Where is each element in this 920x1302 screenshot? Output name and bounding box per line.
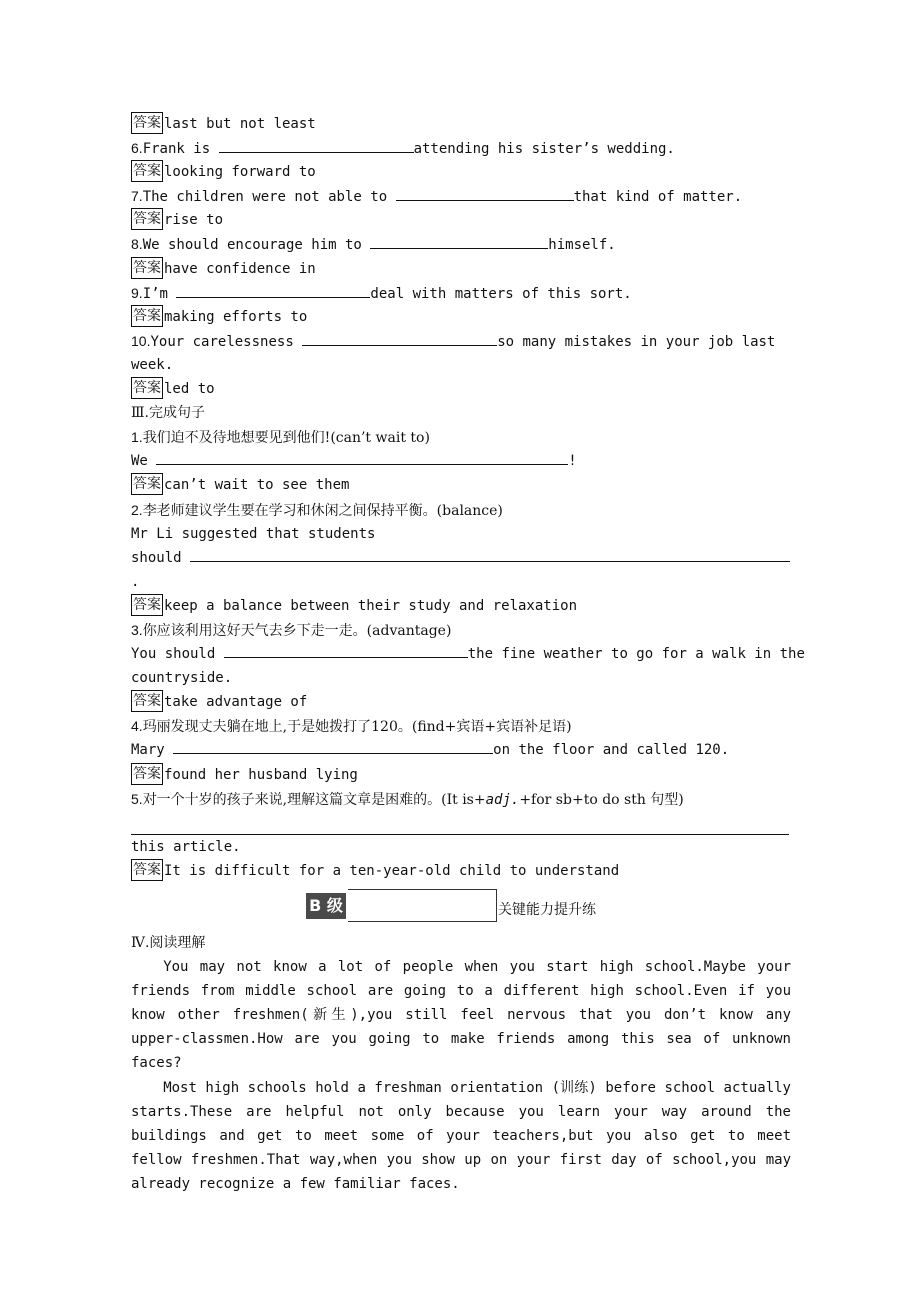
answer-line-s2: 答案 keep a balance between their study and relaxation xyxy=(131,594,791,618)
answer-tag: 答案 xyxy=(131,690,163,712)
answer-tag: 答案 xyxy=(131,473,163,495)
question-7: 7.The children were not able to that kind of matter. xyxy=(131,184,791,208)
reading-paragraph-2: Most high schools hold a freshman orientation (训练) before school actually starts.These are helpful not only because you learn your way around the buildings and get to meet some of your teachers,but you also get to meet fellow freshmen.That way,when you show up on your first day of school,you may already recognize a few familiar faces. xyxy=(131,1079,791,1192)
answer-blank[interactable] xyxy=(396,185,574,201)
sentence-2-line2: should xyxy=(131,546,791,570)
sentence-4-line: Mary on the floor and called 120. xyxy=(131,738,791,762)
banner-title: 关键能力提升练 xyxy=(498,902,596,918)
answer-line-7: 答案 rise to xyxy=(131,208,791,232)
answer-blank[interactable] xyxy=(173,738,493,754)
answer-tag: 答案 xyxy=(131,859,163,881)
answer-blank[interactable] xyxy=(370,233,548,249)
sentence-3-prompt: 3.你应该利用这好天气去乡下走一走。(advantage) xyxy=(131,621,452,639)
answer-line-9: 答案 making efforts to xyxy=(131,305,791,329)
answer-line-10: 答案 led to xyxy=(131,377,791,401)
sentence-1-prompt: 1.我们迫不及待地想要见到他们!(can’t wait to) xyxy=(131,429,430,447)
answer-line-s4: 答案 found her husband lying xyxy=(131,763,791,787)
level-badge: B 级 xyxy=(306,893,346,919)
sentence-1-line: We ! xyxy=(131,449,791,473)
sentence-3-cont: countryside. xyxy=(131,670,233,687)
section-3-title: Ⅲ.完成句子 xyxy=(131,405,205,422)
sentence-2-line1: Mr Li suggested that students xyxy=(131,525,376,542)
answer-blank-full[interactable] xyxy=(131,817,789,835)
sentence-2-end: . xyxy=(131,573,140,590)
answer-tag: 答案 xyxy=(131,305,163,327)
sentence-4-prompt: 4.玛丽发现丈夫躺在地上,于是她拨打了120。(find+宾语+宾语补足语) xyxy=(131,718,572,736)
question-10: 10.Your carelessness so many mistakes in your job last xyxy=(131,329,791,353)
answer-blank[interactable] xyxy=(190,546,790,562)
sentence-5-prompt: 5.对一个十岁的孩子来说,理解这篇文章是困难的。(It is+adj.+for sb+to do sth 句型) xyxy=(131,790,684,808)
answer-line-6: 答案 looking forward to xyxy=(131,160,791,184)
sentence-3-line: You should the fine weather to go for a walk in the xyxy=(131,642,791,666)
section-4-title: Ⅳ.阅读理解 xyxy=(131,935,206,951)
answer-blank[interactable] xyxy=(302,330,497,346)
answer-tag: 答案 xyxy=(131,208,163,230)
answer-tag: 答案 xyxy=(131,377,163,399)
answer-line-s3: 答案 take advantage of xyxy=(131,690,791,714)
answer-blank[interactable] xyxy=(219,137,414,153)
answer-line-s5: 答案 It is difficult for a ten-year-old child to understand xyxy=(131,859,791,883)
answer-blank[interactable] xyxy=(176,282,370,298)
worksheet-page xyxy=(131,112,805,883)
answer-blank[interactable] xyxy=(224,642,468,658)
question-9: 9.I’m deal with matters of this sort. xyxy=(131,281,791,305)
answer-line-5: 答案 last but not least xyxy=(131,112,791,136)
answer-tag: 答案 xyxy=(131,160,163,182)
question-10-cont: week. xyxy=(131,356,174,373)
reading-paragraph-1: You may not know a lot of people when you start high school.Maybe your friends from middle school are going to a different high school.Even if you know other freshmen(新生),you still feel nervous that you don’t know any upper-classmen.How are you going to make friends among this sea of unknown faces? xyxy=(131,959,791,1072)
banner-box xyxy=(348,889,497,922)
answer-line-8: 答案 have confidence in xyxy=(131,257,791,281)
reading-section xyxy=(131,931,791,1196)
sentence-5-cont: this article. xyxy=(131,838,241,855)
answer-blank[interactable] xyxy=(156,449,568,465)
answer-tag: 答案 xyxy=(131,112,163,134)
question-6: 6.Frank is attending his sister’s wedding. xyxy=(131,136,791,160)
answer-tag: 答案 xyxy=(131,763,163,785)
sentence-2-prompt: 2.李老师建议学生要在学习和休闲之间保持平衡。(balance) xyxy=(131,501,503,519)
question-8: 8.We should encourage him to himself. xyxy=(131,232,791,256)
answer-line-s1: 答案 can’t wait to see them xyxy=(131,473,791,497)
answer-tag: 答案 xyxy=(131,257,163,279)
answer-tag: 答案 xyxy=(131,594,163,616)
